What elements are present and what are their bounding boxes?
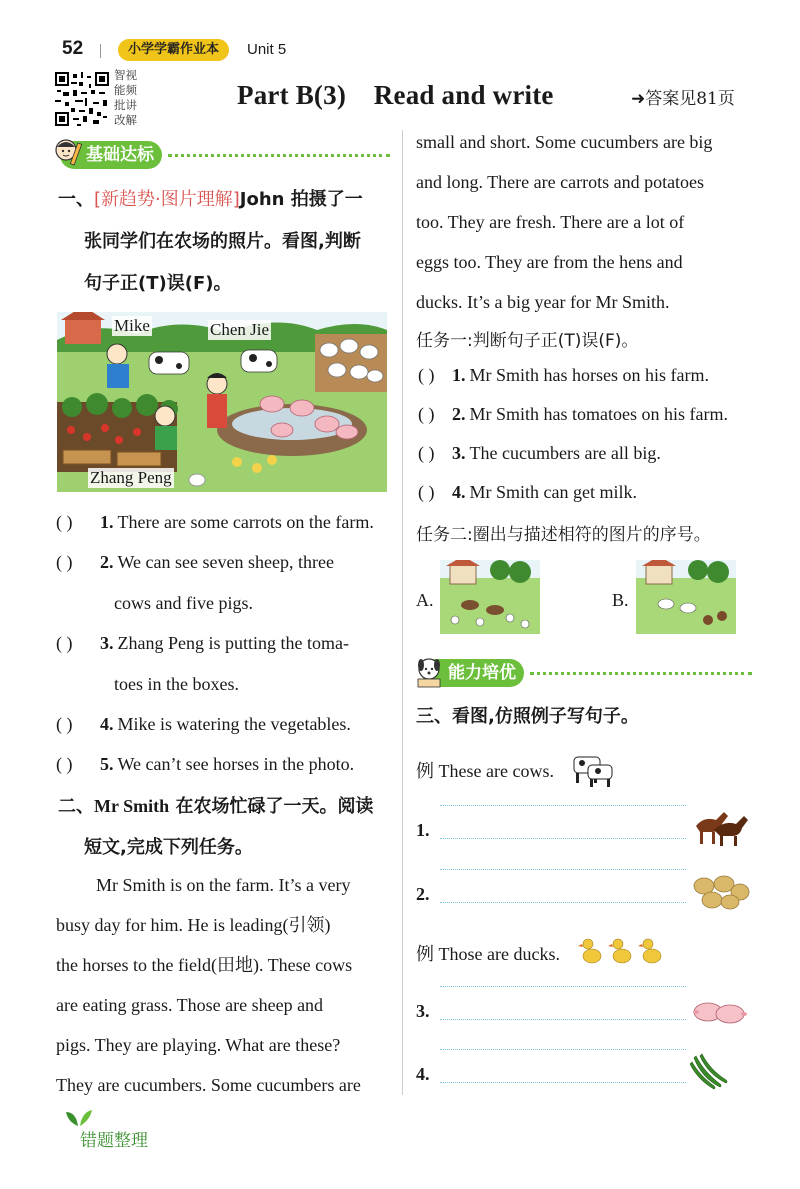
passage-line: pigs. They are playing. What are these? (56, 1035, 341, 1055)
footer-label: 错题整理 (80, 1131, 148, 1151)
item-number: 1. (100, 512, 114, 532)
answer-line-4[interactable] (440, 1082, 686, 1083)
task2-heading: 任务二:圈出与描述相符的图片的序号。 (416, 525, 711, 545)
guide-line (440, 805, 686, 806)
q1-item-2 (56, 552, 334, 573)
task1-item-2 (418, 404, 728, 425)
answer-blank[interactable]: ( ) (56, 512, 73, 532)
unit-label: Unit 5 (247, 41, 287, 58)
answer-blank[interactable]: ( ) (56, 552, 73, 572)
q1-heading-line3: 句子正(T)误(F)。 (84, 273, 232, 294)
answer-blank[interactable]: ( ) (418, 365, 435, 385)
item-number: 4. (100, 714, 114, 734)
item-number: 2. (100, 552, 114, 572)
answer-blank[interactable]: ( ) (418, 443, 435, 463)
qr-caption: 智视能频批讲改解 (114, 68, 137, 127)
header-divider (100, 44, 101, 58)
q3-num-2: 2. (416, 884, 430, 904)
task1-item-4 (418, 482, 637, 503)
passage-line: too. They are fresh. There are a lot of (416, 212, 685, 232)
passage-line: They are cucumbers. Some cucumbers are (56, 1075, 361, 1095)
guide-line (440, 986, 686, 987)
passage-line: the horses to the field(田地). These cows (56, 955, 353, 975)
farm-label-chenjie: Chen Jie (210, 320, 270, 339)
q1-heading-line2: 张同学们在农场的照片。看图,判断 (84, 231, 361, 252)
farm-label-mike: Mike (114, 316, 150, 335)
section-badge-basic (60, 140, 390, 170)
q1-item-1 (56, 512, 374, 533)
item-number: 4. (452, 482, 466, 502)
example-cows: 例 These are cows. (416, 761, 554, 781)
dotted-rule (168, 154, 390, 157)
pencil-boy-icon (52, 137, 84, 171)
option-b-label[interactable]: B. (612, 590, 629, 610)
passage-right (416, 122, 756, 322)
item-text: Mr Smith can get milk. (469, 482, 637, 502)
answer-blank[interactable]: ( ) (418, 404, 435, 424)
option-a-farm-image[interactable] (440, 560, 540, 634)
potatoes-icon (690, 872, 750, 910)
answer-line-3[interactable] (440, 1019, 686, 1020)
section-badge-advanced (422, 658, 752, 688)
q2-heading-line2: 短文,完成下列任务。 (84, 837, 253, 858)
page-title: Part B(3) Read and write (237, 80, 554, 110)
passage-line: eggs too. They are from the hens and (416, 252, 683, 272)
answer-blank[interactable]: ( ) (56, 754, 73, 774)
option-b-farm-image[interactable] (636, 560, 736, 634)
item-text: We can’t see horses in the photo. (117, 754, 355, 774)
answer-blank[interactable]: ( ) (56, 714, 73, 734)
q2-heading-line1 (58, 786, 373, 827)
q1-item-3-cont: toes in the boxes. (114, 674, 239, 694)
item-number: 1. (452, 365, 466, 385)
passage-line: and long. There are carrots and potatoes (416, 172, 705, 192)
column-divider (402, 130, 403, 1095)
passage-left (56, 865, 392, 1105)
leaf-icon (64, 1108, 94, 1128)
qr-code-icon[interactable] (55, 72, 109, 126)
item-text: Mr Smith has tomatoes on his farm. (469, 404, 728, 424)
guide-line (440, 1049, 686, 1050)
q2-name: Mr Smith (94, 796, 170, 816)
page-number: 52 (62, 38, 84, 59)
item-text: Mr Smith has horses on his farm. (469, 365, 709, 385)
item-number: 3. (100, 633, 114, 653)
q1-item-5 (56, 754, 354, 775)
task1-item-3 (418, 443, 661, 464)
q2-number: 二、 (58, 796, 94, 817)
q1-item-2-cont: cows and five pigs. (114, 593, 253, 613)
item-text: The cucumbers are all big. (469, 443, 661, 463)
q1-tag: [新趋势·图片理解] (94, 189, 240, 210)
q1-heading-text: John 拍摄了一 (239, 189, 363, 210)
section-title-advanced: 能力培优 (448, 663, 516, 683)
farm-label-zhangpeng: Zhang Peng (90, 468, 172, 487)
item-number: 2. (452, 404, 466, 424)
brand-badge: 小学学霸作业本 (118, 39, 229, 61)
answer-line-2[interactable] (440, 902, 686, 903)
item-number: 3. (452, 443, 466, 463)
horses-icon (690, 806, 754, 848)
item-text: There are some carrots on the farm. (117, 512, 374, 532)
green-beans-icon (690, 1052, 730, 1090)
example-ducks: 例 Those are ducks. (416, 944, 560, 964)
answer-reference: ➜答案见81页 (631, 89, 735, 109)
dog-icon (414, 655, 446, 689)
q1-number: 一、 (58, 189, 94, 210)
q1-item-4 (56, 714, 351, 735)
item-text: Zhang Peng is putting the toma- (117, 633, 349, 653)
q3-num-1: 1. (416, 820, 430, 840)
passage-line: Mr Smith is on the farm. It’s a very (96, 875, 351, 895)
answer-line-1[interactable] (440, 838, 686, 839)
q1-item-3 (56, 633, 349, 654)
passage-line: ducks. It’s a big year for Mr Smith. (416, 292, 670, 312)
dotted-rule (530, 672, 752, 675)
task1-heading: 任务一:判断句子正(T)误(F)。 (416, 331, 639, 351)
passage-line: small and short. Some cucumbers are big (416, 132, 713, 152)
item-text: Mike is watering the vegetables. (117, 714, 351, 734)
passage-line: are eating grass. Those are sheep and (56, 995, 324, 1015)
q2-heading-text: 在农场忙碌了一天。阅读 (169, 796, 374, 817)
q1-heading-line1 (58, 180, 363, 220)
cows-icon (570, 745, 616, 789)
option-a-label[interactable]: A. (416, 590, 434, 610)
ducks-icon (578, 932, 668, 968)
task1-item-1 (418, 365, 709, 386)
q3-num-4: 4. (416, 1064, 430, 1084)
item-text: We can see seven sheep, three (117, 552, 334, 572)
guide-line (440, 869, 686, 870)
answer-blank[interactable]: ( ) (56, 633, 73, 653)
passage-line: busy day for him. He is leading(引领) (56, 915, 331, 935)
section-title-basic: 基础达标 (86, 145, 154, 165)
answer-blank[interactable]: ( ) (418, 482, 435, 502)
q3-num-3: 3. (416, 1001, 430, 1021)
item-number: 5. (100, 754, 114, 774)
pigs-icon (690, 996, 750, 1026)
q3-heading: 三、看图,仿照例子写句子。 (416, 706, 639, 727)
